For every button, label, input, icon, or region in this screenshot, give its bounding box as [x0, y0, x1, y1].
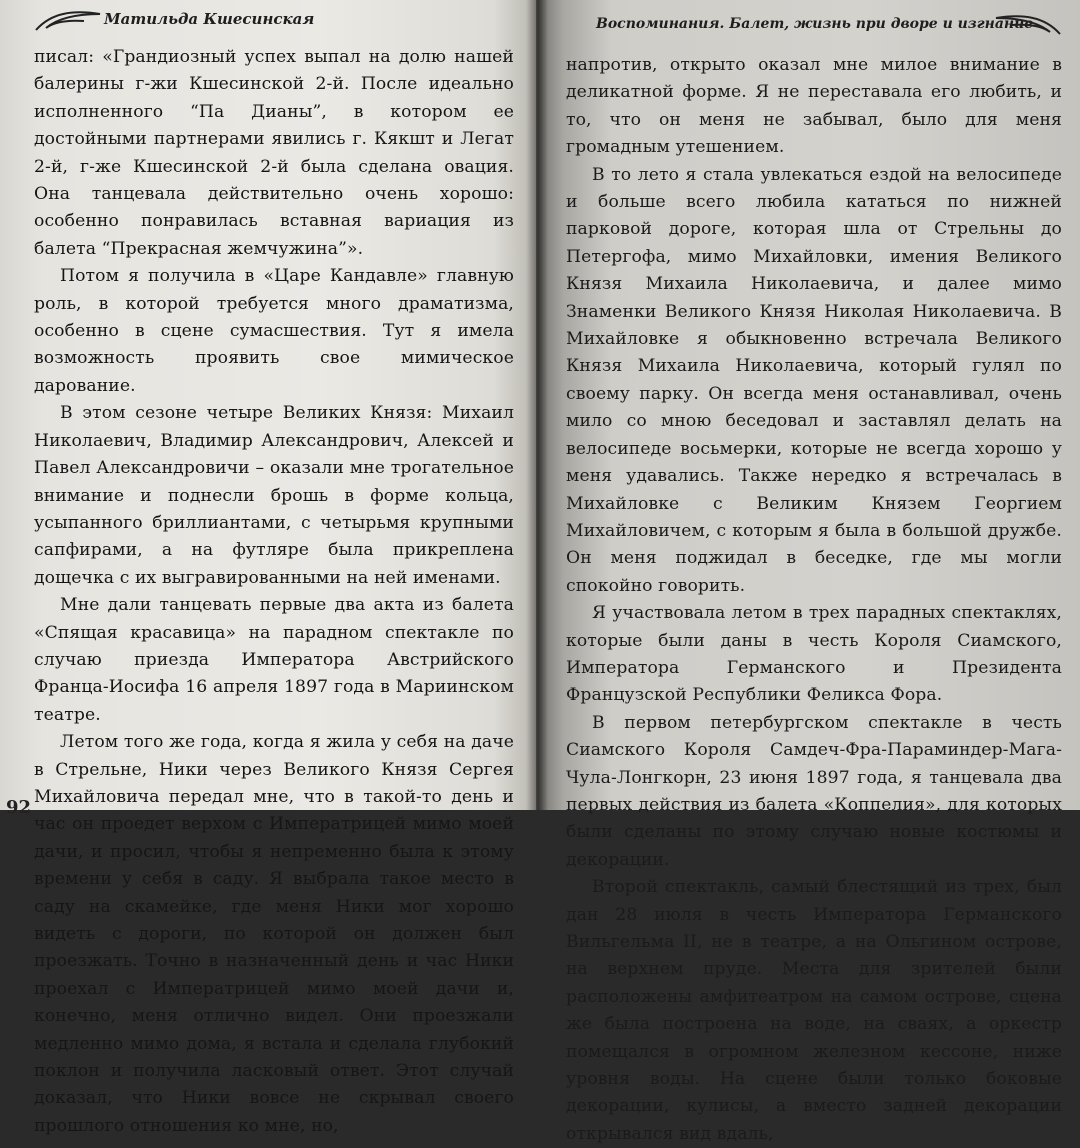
paragraph: Я участвовала летом в трех парадных спектаклях, которые были даны в честь Короля Сиамского, Императора Германского и Президента Французской Республики Феликса Фора. — [566, 603, 1062, 706]
paragraph: В то лето я стала увлекаться ездой на велосипеде и больше всего любила кататься по нижней парковой дороге, которая шла от Стрельны до Петергофа, мимо Михайловки, имения Великого Князя Михаила Николаевича, и далее мимо Знаменки Великого Князя Николая Николаевича. В Михайловке я обыкновенно встречала Великого Князя Михаила Николаевича, который гулял по своему парку. Он всегда меня останавливал, очень мило со мною беседовал и заставлял делать на велосипеде восьмерки, которые не всегда хорошо у меня удавались. Также нередко я встречалась в Михайловке с Великим Князем Георгием Михайловичем, с которым я была в большой дружбе. Он меня поджидал в беседке, где мы могли спокойно говорить. — [566, 164, 1062, 596]
left-page-body — [34, 44, 514, 1140]
paragraph: В первом петербургском спектакле в честь Сиамского Короля Самдеч-Фра-Параминдер-Мага-Чула-Лонгкорн, 23 июня 1897 года, я танцевала два первых действия из балета «Коппелия», для которых были сделаны по этому случаю новые костюмы и декорации. — [566, 712, 1062, 870]
paragraph: напротив, открыто оказал мне милое внимание в деликатной форме. Я не переставала его любить, и то, что он меня не забывал, было для меня громадным утешением. — [566, 55, 1062, 158]
paragraph: В этом сезоне четыре Великих Князя: Михаил Николаевич, Владимир Александрович, Алексей и Павел Александровичи – оказали мне трогательное внимание и поднесли брошь в форме кольца, усыпанного бриллиантами, с четырьмя крупными сапфирами, а на футляре была прикреплена дощечка с их выгравированными на ней именами. — [34, 403, 514, 588]
right-page-body — [566, 52, 1062, 1148]
paragraph: Второй спектакль, самый блестящий из трех, был дан 28 июля в честь Императора Германского Вильгельма II, не в театре, а на Ольгином острове, на верхнем пруде. Места для зрителей были расположены амфитеатром на самом острове, сцена же была построена на воде, на сваях, а оркестр помещался в огромном железном кессоне, ниже уровня воды. На сцене были только боковые декорации, кулисы, а вместо задней декорации открывался вид вдаль, — [566, 877, 1062, 1144]
book-gutter — [526, 0, 548, 810]
left-running-head — [34, 4, 514, 40]
paragraph: Мне дали танцевать первые два акта из балета «Спящая красавица» на парадном спектакле по случаю приезда Императора Австрийского Франца-Иосифа 16 апреля 1897 года в Мариинском театре. — [34, 595, 514, 725]
right-running-head — [566, 4, 1062, 40]
author-name: Матильда Кшесинская — [104, 10, 315, 28]
right-page — [536, 0, 1080, 1144]
book-title: Воспоминания. Балет, жизнь при дворе и изгнание — [596, 16, 1034, 32]
paragraph: писал: «Грандиозный успех выпал на долю нашей балерины г-жи Кшесинской 2-й. После идеально исполненного “Па Дианы”, в котором ее достойными партнерами явились г. Кякшт и Легат 2-й, г-же Кшесинской 2-й была сделана овация. Она танцевала действительно очень хорошо: особенно понравилась вставная вариация из балета “Прекрасная жемчужина”». — [34, 47, 514, 259]
paragraph: Летом того же года, когда я жила у себя на даче в Стрельне, Ники через Великого Князя Сергея Михайловича передал мне, что в такой-то день и час он проедет верхом с Императрицей мимо моей дачи, и просил, чтобы я непременно была к этому времени у себя в саду. Я выбрала такое место в саду на скамейке, где меня Ники мог хорошо видеть с дороги, по которой он должен был проезжать. Точно в назначенный день и час Ники проехал с Императрицей мимо моей дачи и, конечно, меня отлично видел. Они проезжали медленно мимо дома, я встала и сделала глубокий поклон и получила ласковый ответ. Этот случай доказал, что Ники вовсе не скрывал своего прошлого отношения ко мне, но, — [34, 732, 514, 1136]
page-number: 92 — [6, 797, 32, 818]
left-flourish-ornament — [34, 8, 104, 38]
right-flourish-ornament — [992, 12, 1062, 42]
paragraph: Потом я получила в «Царе Кандавле» главную роль, в которой требуется много драматизма, особенно в сцене сумасшествия. Тут я имела возможность проявить свое мимическое дарование. — [34, 266, 514, 396]
left-page — [0, 0, 536, 1136]
